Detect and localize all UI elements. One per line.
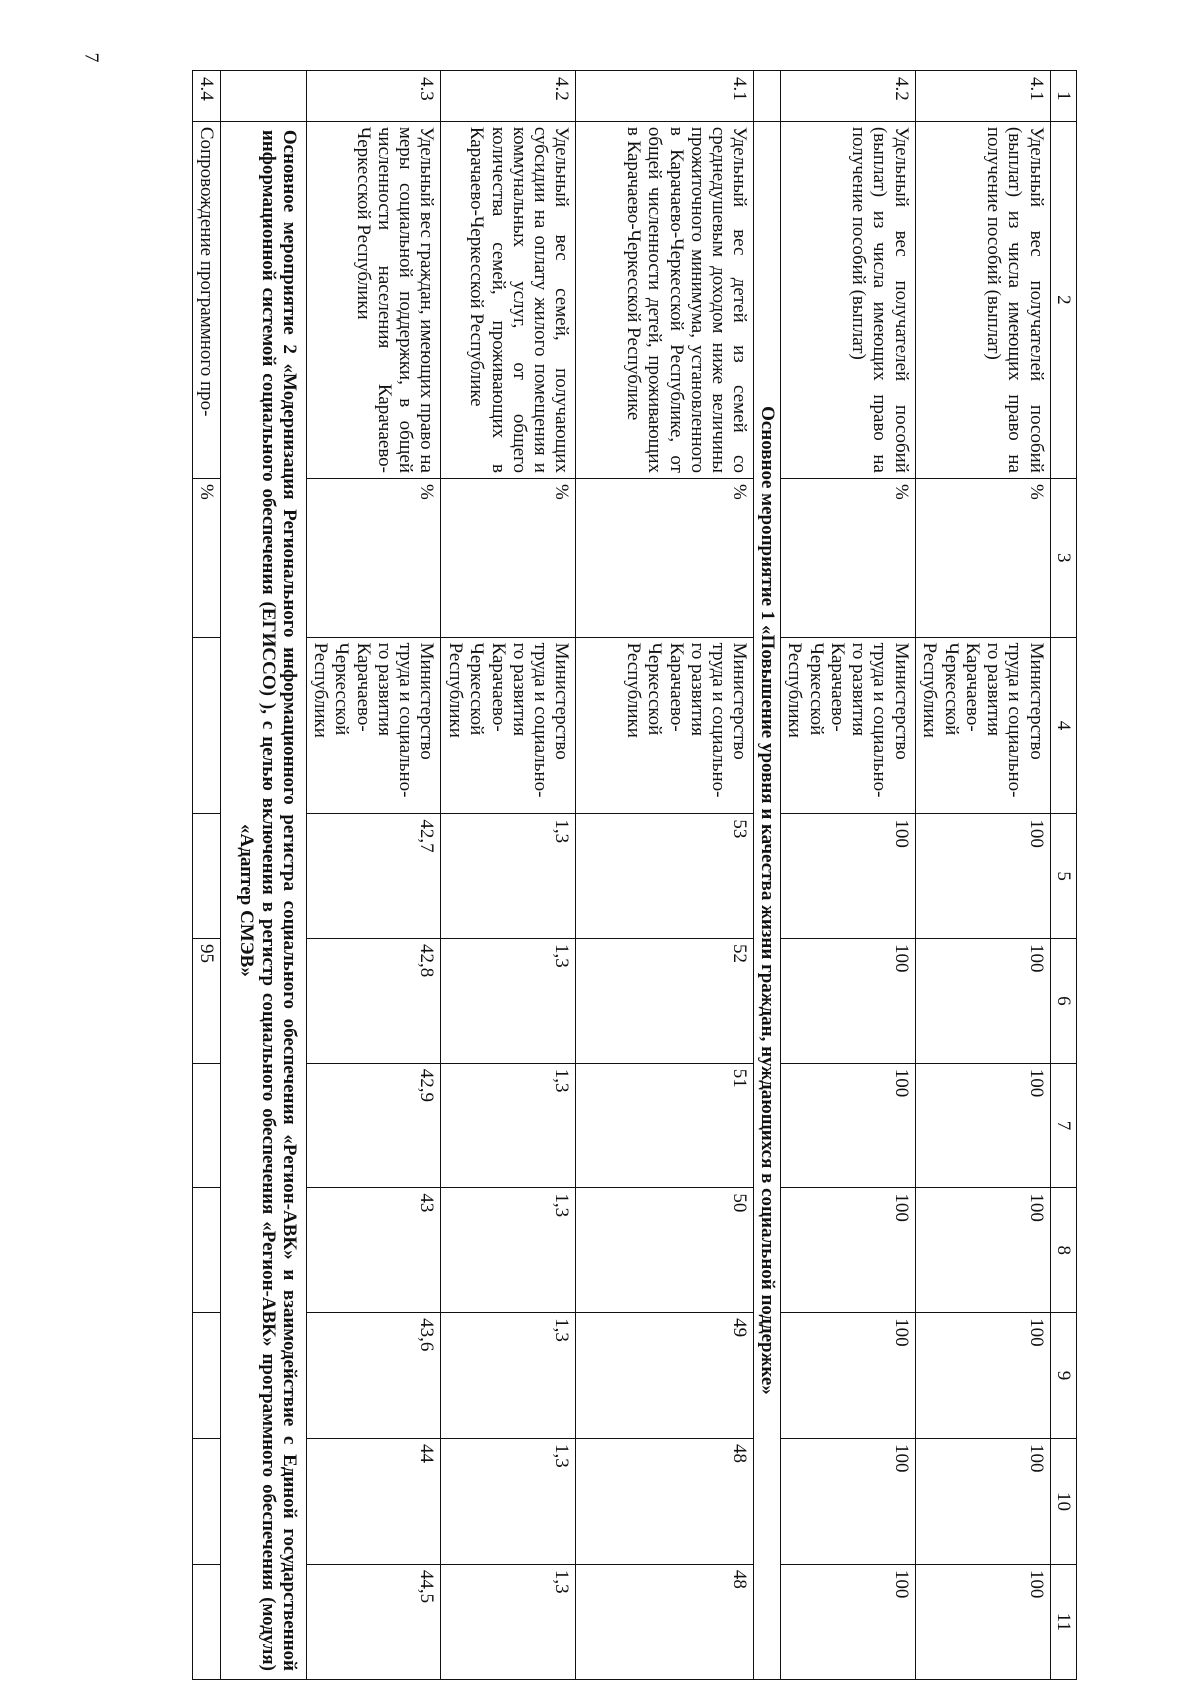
value-cell — [192, 1188, 220, 1313]
col-header: 6 — [1050, 939, 1076, 1064]
value-cell: 100 — [915, 1313, 1050, 1439]
value-cell: 1,3 — [441, 1438, 576, 1564]
row-number: 4.2 — [780, 71, 915, 122]
value-cell: 100 — [915, 1564, 1050, 1679]
value-cell: 95 — [192, 939, 220, 1064]
section-title-1: Основное мероприятие 1 «Повышение уровня и качества жизни граждан, нуждающихся в социальной поддержке» — [754, 121, 780, 1679]
unit: % — [306, 478, 441, 637]
value-cell: 100 — [780, 814, 915, 939]
section-row — [220, 71, 306, 1680]
header-row — [1050, 71, 1076, 1680]
row-number: 4.1 — [915, 71, 1050, 122]
executor — [192, 637, 220, 814]
value-cell: 100 — [915, 814, 1050, 939]
value-cell: 100 — [915, 1188, 1050, 1313]
value-cell: 53 — [576, 814, 754, 939]
row-number: 4.1 — [576, 71, 754, 122]
value-cell: 1,3 — [441, 1313, 576, 1439]
value-cell: 100 — [915, 1063, 1050, 1188]
value-cell: 100 — [915, 1438, 1050, 1564]
col-header: 9 — [1050, 1313, 1076, 1439]
table-row — [780, 71, 915, 1680]
indicator-description: Удельный вес получателей пособий (выплат) из числа имеющих право на получение пособий (выплат) — [915, 121, 1050, 478]
indicator-description: Удельный вес детей из семей со среднедушевым доходом ниже величины прожиточного минимума, установленного в Карачаево-Черкесской Республике, от общей численности детей, проживающих в Карачаево-Черкесской Республике — [576, 121, 754, 478]
value-cell: 42,9 — [306, 1063, 441, 1188]
value-cell: 49 — [576, 1313, 754, 1439]
value-cell: 100 — [780, 1313, 915, 1439]
col-header: 7 — [1050, 1063, 1076, 1188]
value-cell — [192, 1564, 220, 1679]
col-header: 4 — [1050, 637, 1076, 814]
col-header: 11 — [1050, 1564, 1076, 1679]
value-cell: 1,3 — [441, 1188, 576, 1313]
section-title-2: Основное мероприятие 2 «Модернизация Регионального информационного регистра социального обеспечения «Регион-АВК» и взаимодействие с Единой государственной информационной системой социального обеспечения (ЕГИССО) ), с целью включения в регистр социального обеспечения «Регион-АВК» программного обеспечения (модуля) «Адаптер СМЭВ» — [220, 121, 306, 1679]
col-header: 8 — [1050, 1188, 1076, 1313]
section-spacer — [754, 71, 780, 122]
value-cell: 100 — [780, 939, 915, 1064]
rotated-table-sheet — [117, 70, 1077, 1680]
table-row — [441, 71, 576, 1680]
value-cell: 52 — [576, 939, 754, 1064]
value-cell: 100 — [915, 939, 1050, 1064]
col-header: 10 — [1050, 1438, 1076, 1564]
executor: Министерство труда и социально-го развития Карачаево-Черкесской Республики — [441, 637, 576, 814]
col-header: 5 — [1050, 814, 1076, 939]
executor: Министерство труда и социально-го развития Карачаево-Черкесской Республики — [576, 637, 754, 814]
col-header: 2 — [1050, 121, 1076, 478]
value-cell: 42,7 — [306, 814, 441, 939]
executor: Министерство труда и социально-го развития Карачаево-Черкесской Республики — [915, 637, 1050, 814]
indicator-description: Сопровождение программного про- — [192, 121, 220, 478]
row-number: 4.3 — [306, 71, 441, 122]
value-cell: 100 — [780, 1438, 915, 1564]
value-cell: 48 — [576, 1438, 754, 1564]
value-cell — [192, 814, 220, 939]
indicators-table — [192, 70, 1077, 1680]
value-cell: 1,3 — [441, 1564, 576, 1679]
col-header: 3 — [1050, 478, 1076, 637]
value-cell: 44 — [306, 1438, 441, 1564]
indicator-description: Удельный вес семей, получающих субсидии на оплату жилого помещения и коммунальных услуг, от общего количества семей, проживающих в Карачаево-Черкесской Республике — [441, 121, 576, 478]
value-cell: 50 — [576, 1188, 754, 1313]
executor: Министерство труда и социально-го развития Карачаево-Черкесской Республики — [306, 637, 441, 814]
value-cell: 1,3 — [441, 814, 576, 939]
value-cell: 1,3 — [441, 1063, 576, 1188]
unit: % — [915, 478, 1050, 637]
value-cell: 44,5 — [306, 1564, 441, 1679]
value-cell: 100 — [780, 1063, 915, 1188]
unit: % — [441, 478, 576, 637]
row-number: 4.4 — [192, 71, 220, 122]
table-row — [576, 71, 754, 1680]
section-spacer — [220, 71, 306, 122]
value-cell — [192, 1063, 220, 1188]
unit: % — [192, 478, 220, 637]
value-cell: 1,3 — [441, 939, 576, 1064]
unit: % — [576, 478, 754, 637]
value-cell: 43,6 — [306, 1313, 441, 1439]
unit: % — [780, 478, 915, 637]
table-row — [915, 71, 1050, 1680]
indicator-description: Удельный вес получателей пособий (выплат) из числа имеющих право на получение пособий (выплат) — [780, 121, 915, 478]
value-cell: 43 — [306, 1188, 441, 1313]
indicator-description: Удельный вес граждан, имеющих право на меры социальной поддержки, в общей численности населения Карачаево-Черкесской Республики — [306, 121, 441, 478]
value-cell: 100 — [780, 1564, 915, 1679]
value-cell — [192, 1438, 220, 1564]
value-cell — [192, 1313, 220, 1439]
table-row — [306, 71, 441, 1680]
row-number: 4.2 — [441, 71, 576, 122]
page-number: 7 — [80, 52, 103, 63]
value-cell: 42,8 — [306, 939, 441, 1064]
value-cell: 48 — [576, 1564, 754, 1679]
value-cell: 51 — [576, 1063, 754, 1188]
table-row — [192, 71, 220, 1680]
col-header: 1 — [1050, 71, 1076, 122]
section-row — [754, 71, 780, 1680]
value-cell: 100 — [780, 1188, 915, 1313]
executor: Министерство труда и социально-го развития Карачаево-Черкесской Республики — [780, 637, 915, 814]
